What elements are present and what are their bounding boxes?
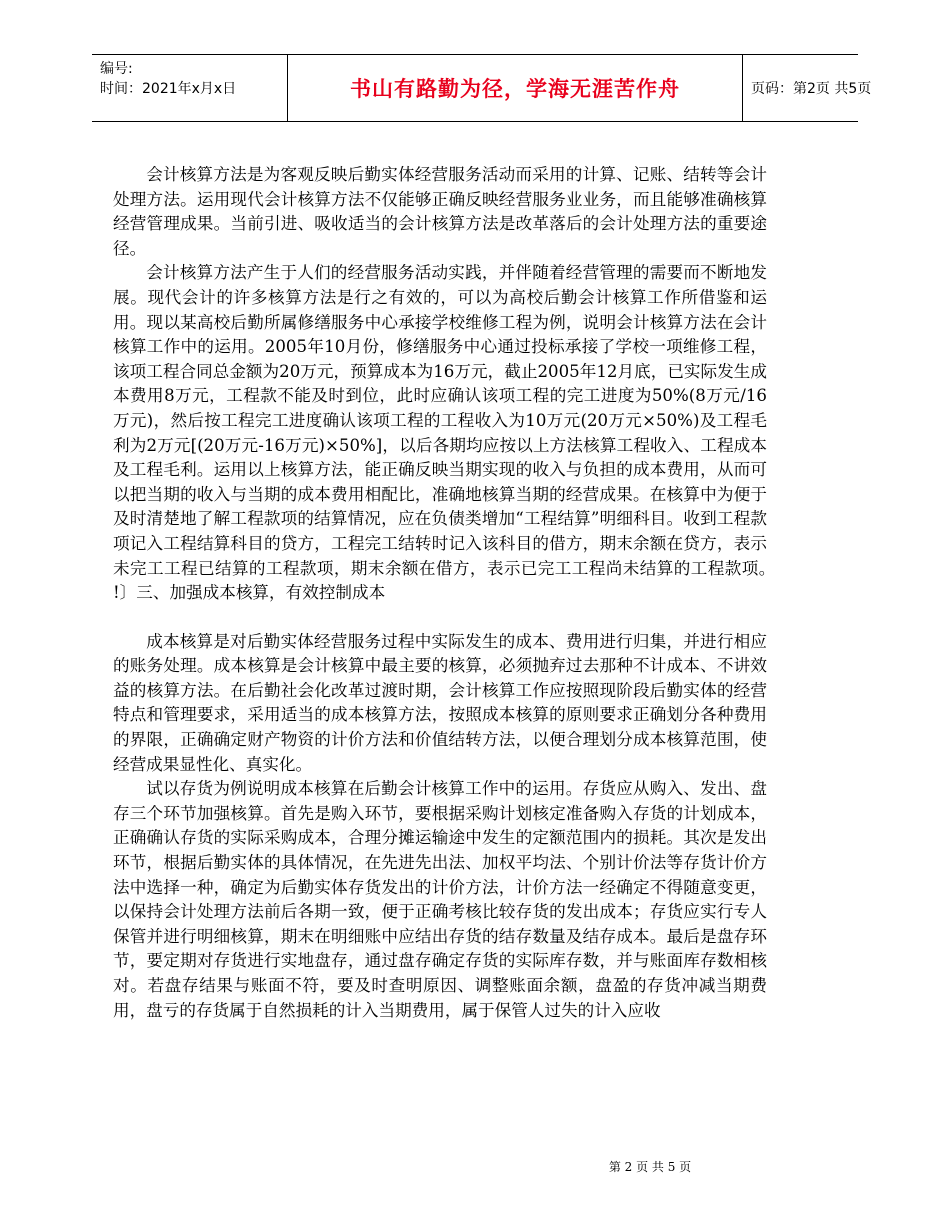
- page-header: [92, 54, 872, 122]
- document-time: 时间：2021年x月x日: [100, 81, 237, 97]
- body-paragraph: 会计核算方法产生于人们的经营服务活动实践，并伴随着经营管理的需要而不断地发展。现代会计的许多核算方法是行之有效的，可以为高校后勤会计核算工作所借鉴和运用。现以某高校后勤所属修缮服务中心承接学校维修工程为例，说明会计核算方法在会计核算工作中的运用。2005年10月份，修缮服务中心通过投标承接了学校一项维修工程，该项工程合同总金额为20万元，预算成本为16万元，截止2005年12月底，已实际发生成本费用8万元，工程款不能及时到位，此时应确认该项工程的完工进度为50%(8万元/16万元)，然后按工程完工进度确认该项工程的工程收入为10万元(20万元×50%)及工程毛利为2万元[(20万元-16万元)×50%]，以后各期均应按以上方法核算工程收入、工程成本及工程毛利。运用以上核算方法，能正确反映当期实现的收入与负担的成本费用，从而可以把当期的收入与当期的成本费用相配比，准确地核算当期的经营成果。在核算中为便于及时清楚地了解工程款项的结算情况，应在负债类增加“工程结算”明细科目。收到工程款项记入工程结算科目的贷方，工程完工结转时记入该科目的借方，期末余额在贷方，表示未完工工程已结算的工程款项，期末余额在借方，表示已完工工程尚未结算的工程款项。 !〕三、加强成本核算，有效控制成本: [113, 263, 789, 603]
- header-page-info: 页码：第2页 共5页: [751, 81, 872, 97]
- document-number-label: 编号:: [100, 61, 133, 77]
- body-paragraph: 成本核算是对后勤实体经营服务过程中实际发生的成本、费用进行归集，并进行相应的账务处理。成本核算是会计核算中最主要的核算，必须抛弃过去那种不计成本、不讲效益的核算方法。在后勤社会化改革过渡时期，会计核算工作应按照现阶段后勤实体的经营特点和管理要求，采用适当的成本核算方法，按照成本核算的原则要求正确划分各种费用的界限，正确确定财产物资的计价方法和价值结转方法，以便合理划分成本核算范围，使经营成果显性化、真实化。: [113, 631, 767, 774]
- header-meta: [92, 55, 287, 121]
- page-footer: 第 2 页 共 5 页: [608, 1160, 692, 1174]
- body-paragraph: 试以存货为例说明成本核算在后勤会计核算工作中的运用。存货应从购入、发出、盘存三个环节加强核算。首先是购入环节，要根据采购计划核定准备购入存货的计划成本，正确确认存货的实际采购成本，合理分摊运输途中发生的定额范围内的损耗。其次是发出环节，根据后勤实体的具体情况，在先进先出法、加权平均法、个别计价法等存货计价方法中选择一种，确定为后勤实体存货发出的计价方法，计价方法一经确定不得随意变更，以保持会计处理方法前后各期一致，便于正确考核比较存货的发出成本；存货应实行专人保管并进行明细核算，期末在明细账中应结出存货的结存数量及结存成本。最后是盘存环节，要定期对存货进行实地盘存，通过盘存确定存货的实际库存数，并与账面库存数相核对。若盘存结果与账面不符，要及时查明原因、调整账面余额，盘盈的存货冲减当期费用，盘亏的存货属于自然损耗的计入当期费用，属于保管人过失的计入应收: [113, 779, 767, 1020]
- body-paragraph: 会计核算方法是为客观反映后勤实体经营服务活动而采用的计算、记账、结转等会计处理方法。运用现代会计核算方法不仅能够正确反映经营服务业业务，而且能够准确核算经营管理成果。当前引进、吸收适当的会计核算方法是改革落后的会计处理方法的重要途径。: [113, 165, 767, 258]
- header-motto: 书山有路勤为径，学海无涯苦作舟: [287, 55, 743, 121]
- document-body: [113, 163, 789, 1023]
